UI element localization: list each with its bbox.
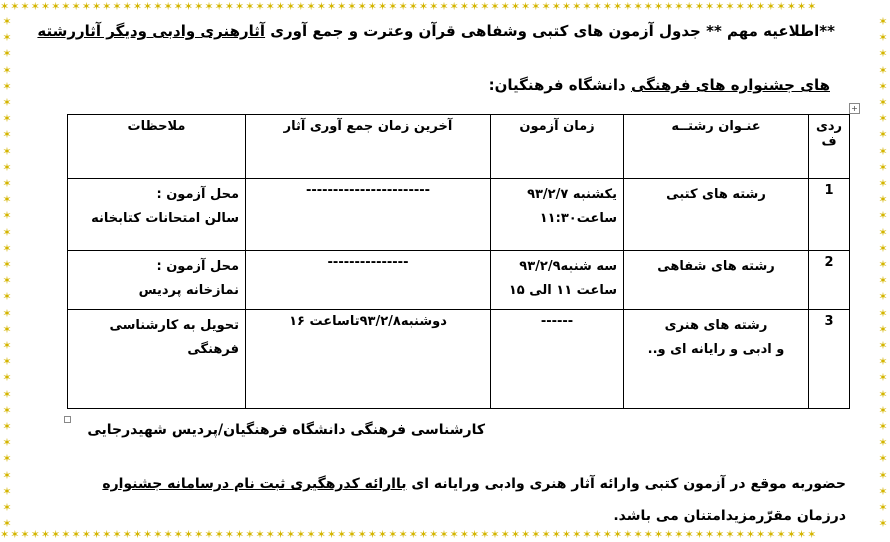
heading-prefix: **اطلاعیه مهم ** — [706, 22, 835, 40]
subheading-underlined: های جشنواره های فرهنگی — [630, 76, 830, 94]
row3-notes-line2: فرهنگی — [187, 342, 239, 357]
row3-title — [624, 310, 809, 409]
star-border-left: ✶✶✶✶✶✶✶✶✶✶✶✶✶✶✶✶✶✶✶✶✶✶✶✶✶✶✶✶✶✶✶✶ — [2, 15, 12, 531]
row1-title-line: رشته های کتبی — [666, 187, 766, 202]
heading-part1: جدول آزمون های کتبی وشفاهی قرآن وعترت و جمع آوری — [265, 22, 701, 40]
office-signature: کارشناسی فرهنگی دانشگاه فرهنگیان/پردیس شهیدرجایی — [87, 422, 485, 438]
row2-time — [491, 251, 624, 310]
row3-deadline: دوشنبه۹۳/۲/۸تاساعت ۱۶ — [246, 310, 491, 409]
header-deadline: آخرین زمان جمع آوری آثار — [246, 115, 491, 179]
row2-title — [624, 251, 809, 310]
row2-time-hour: ساعت ۱۱ الی ۱۵ — [508, 283, 617, 298]
row2-deadline: --------------- — [246, 251, 491, 310]
row1-time-hour: ساعت۱۱:۳۰ — [539, 211, 617, 226]
row2-radif: 2 — [809, 251, 850, 310]
table-row — [68, 179, 850, 251]
row3-notes-line1: تحویل به کارشناسی — [109, 318, 239, 333]
row3-notes — [68, 310, 246, 409]
row3-radif: 3 — [809, 310, 850, 409]
row2-title-line: رشته های شفاهی — [657, 259, 775, 274]
header-radif: ردی ف — [809, 115, 850, 179]
star-border-top: ✶✶✶✶✶✶✶✶✶✶✶✶✶✶✶✶✶✶✶✶✶✶✶✶✶✶✶✶✶✶✶✶✶✶✶✶✶✶✶✶✶✶✶✶✶✶✶✶✶✶✶✶✶✶✶✶✶✶✶✶✶✶✶✶✶✶✶✶✶✶✶✶✶✶✶✶✶✶✶✶ — [0, 0, 818, 13]
star-border-right: ✶✶✶✶✶✶✶✶✶✶✶✶✶✶✶✶✶✶✶✶✶✶✶✶✶✶✶✶✶✶✶✶ — [878, 15, 888, 531]
row2-notes — [68, 251, 246, 310]
notice-paragraph — [56, 468, 846, 532]
notice-underlined: باارائه کدرهگیری ثبت نام درسامانه جشنواره — [102, 476, 407, 492]
heading-part2: آثارهنری وادبی ودیگر آثار — [76, 22, 266, 40]
row2-notes-line2: نمازخانه پردیس — [138, 283, 239, 298]
row3-time: ------ — [491, 310, 624, 409]
table-header-row — [68, 115, 850, 179]
row1-title — [624, 179, 809, 251]
row1-deadline: ----------------------- — [246, 179, 491, 251]
exam-table — [67, 114, 850, 409]
row1-radif: 1 — [809, 179, 850, 251]
page-subheading — [489, 76, 830, 94]
page-heading — [37, 22, 835, 40]
star-border-bottom: ✶✶✶✶✶✶✶✶✶✶✶✶✶✶✶✶✶✶✶✶✶✶✶✶✶✶✶✶✶✶✶✶✶✶✶✶✶✶✶✶✶✶✶✶✶✶✶✶✶✶✶✶✶✶✶✶✶✶✶✶✶✶✶✶✶✶✶✶✶✶✶✶✶✶✶✶✶✶✶✶ — [0, 528, 818, 541]
row1-notes — [68, 179, 246, 251]
row3-title-line2: و ادبی و رایانه ای و.. — [647, 342, 785, 357]
table-row — [68, 310, 850, 409]
notice-end: درزمان مقرّرمزیدامتنان می باشد. — [613, 508, 846, 524]
row2-time-date: سه شنبه۹۳/۲/۹ — [519, 259, 617, 274]
row1-time — [491, 179, 624, 251]
table-resize-handle[interactable] — [64, 416, 71, 423]
heading-part3: رشته — [37, 22, 77, 40]
row1-notes-line1: محل آزمون : — [156, 187, 239, 202]
row1-time-date: یکشنبه ۹۳/۲/۷ — [527, 187, 617, 202]
table-move-handle[interactable]: + — [849, 103, 860, 114]
header-time: زمان آزمون — [491, 115, 624, 179]
table-row — [68, 251, 850, 310]
row3-title-line1: رشته های هنری — [664, 318, 768, 333]
row2-notes-line1: محل آزمون : — [156, 259, 239, 274]
row1-notes-line2: سالن امتحانات کتابخانه — [91, 211, 239, 226]
notice-start: حضوربه موقع در آزمون کتبی وارائه آثار هنری وادبی ورایانه ای — [406, 476, 846, 492]
header-title: عنـوان رشتــه — [624, 115, 809, 179]
subheading-rest: دانشگاه فرهنگیان: — [488, 76, 631, 94]
header-notes: ملاحظات — [68, 115, 246, 179]
